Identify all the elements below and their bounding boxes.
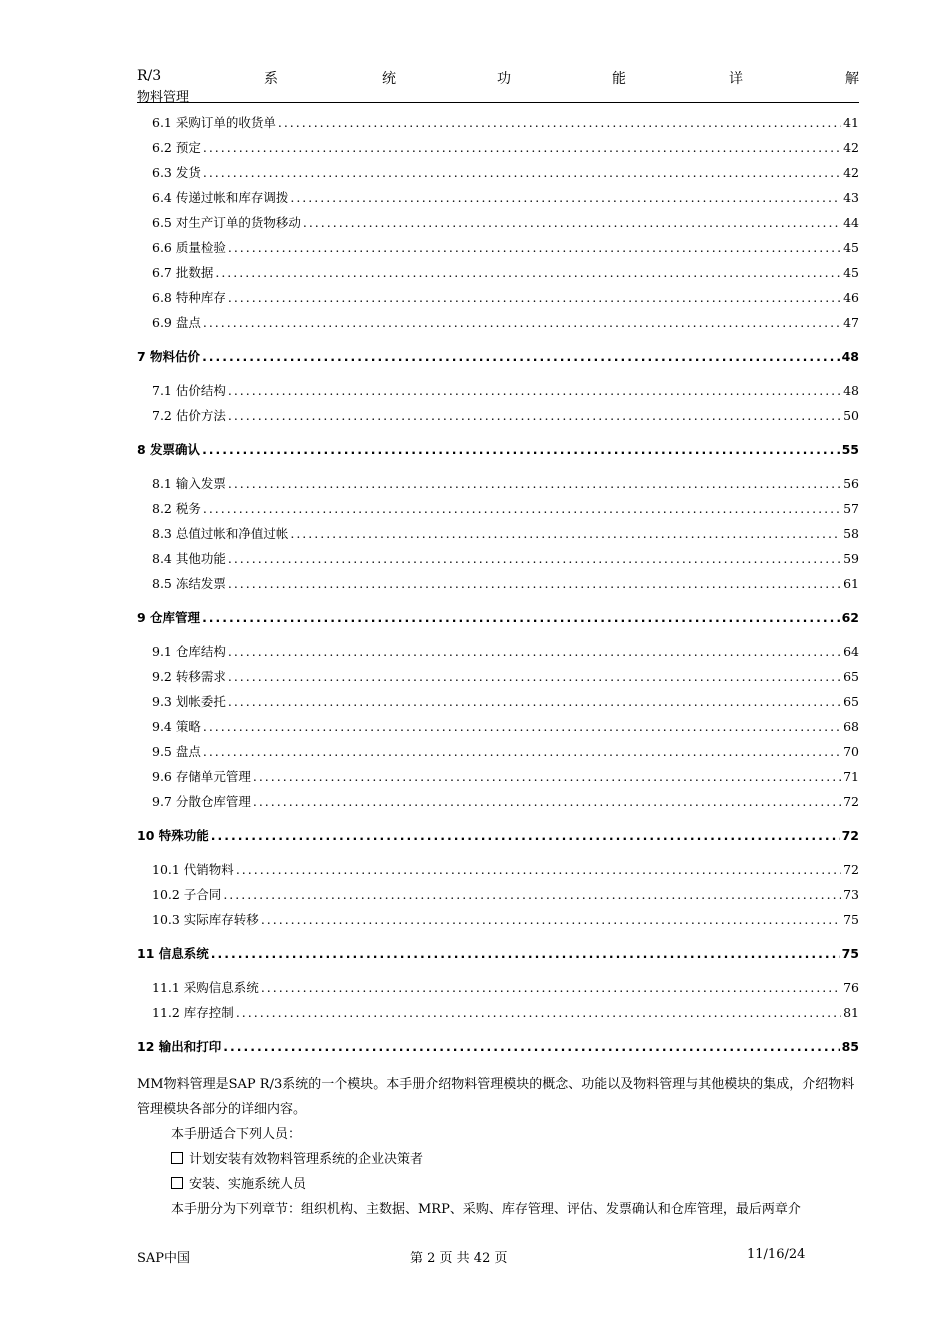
intro-paragraph: MM物料管理是SAP R/3系统的一个模块。本手册介绍物料管理模块的概念、功能以及物料管理与其他模块的集成，介绍物料管理模块各部分的详细内容。 — [137, 1077, 855, 1117]
toc-section-entry[interactable] — [137, 714, 859, 739]
toc-dot-leader — [211, 941, 840, 966]
toc-entry-page: 64 — [843, 644, 859, 659]
toc-section-entry[interactable] — [137, 110, 859, 135]
header-char: 解 — [845, 71, 859, 87]
toc-entry-page: 45 — [843, 240, 859, 255]
footer-company: SAP中国 — [137, 1251, 191, 1266]
toc-section-entry[interactable] — [137, 160, 859, 185]
toc-section-entry[interactable] — [137, 471, 859, 496]
toc-dot-leader — [203, 496, 841, 521]
header-char: 详 — [729, 71, 743, 87]
footer-page-info: 第 2 页 共 42 页 — [410, 1251, 508, 1266]
toc-entry-label: 6.9 盘点 — [152, 315, 201, 330]
toc-entry-label: 9.7 分散仓库管理 — [152, 794, 251, 809]
audience-item-text: 安装、实施系统人员 — [189, 1177, 307, 1192]
toc-entry-label: 9.5 盘点 — [152, 744, 201, 759]
toc-dot-leader — [215, 260, 841, 285]
toc-section-entry[interactable] — [137, 260, 859, 285]
toc-entry-page: 48 — [841, 349, 859, 364]
toc-entry-label: 9 仓库管理 — [137, 610, 201, 625]
toc-entry-label: 7.1 估价结构 — [152, 383, 226, 398]
toc-chapter-entry[interactable] — [137, 437, 859, 462]
toc-entry-label: 9.3 划帐委托 — [152, 694, 226, 709]
toc-entry-page: 73 — [843, 887, 859, 902]
toc-chapter-entry[interactable] — [137, 344, 859, 369]
toc-dot-leader — [228, 664, 841, 689]
toc-entry-label: 6.4 传递过帐和库存调拨 — [152, 190, 289, 205]
toc-dot-leader — [228, 285, 841, 310]
toc-dot-leader — [228, 571, 841, 596]
toc-dot-leader — [211, 823, 840, 848]
audience-heading: 本手册适合下列人员： — [171, 1127, 302, 1142]
toc-entry-page: 55 — [841, 442, 859, 457]
toc-entry-label: 6.6 质量检验 — [152, 240, 226, 255]
toc-entry-page: 42 — [843, 165, 859, 180]
toc-entry-page: 72 — [843, 794, 859, 809]
toc-entry-page: 44 — [843, 215, 859, 230]
header-char: 统 — [382, 71, 396, 87]
toc-chapter-entry[interactable] — [137, 605, 859, 630]
toc-entry-page: 41 — [843, 115, 859, 130]
toc-entry-label: 9.4 策略 — [152, 719, 201, 734]
toc-entry-label: 9.2 转移需求 — [152, 669, 226, 684]
toc-dot-leader — [228, 235, 841, 260]
toc-section-entry[interactable] — [137, 739, 859, 764]
toc-chapter-entry[interactable] — [137, 941, 859, 966]
audience-item-text: 计划安装有效物料管理系统的企业决策者 — [189, 1152, 424, 1167]
table-of-contents — [137, 110, 859, 1068]
chapters-paragraph: 本手册分为下列章节：组织机构、主数据、MRP、采购、库存管理、评估、发票确认和仓库管理，最后两章介 — [171, 1202, 801, 1217]
header-char: 系 — [264, 71, 278, 87]
toc-entry-page: 50 — [843, 408, 859, 423]
toc-dot-leader — [228, 546, 841, 571]
toc-entry-page: 85 — [841, 1039, 859, 1054]
toc-entry-label: 10.2 子合同 — [152, 887, 222, 902]
toc-section-entry[interactable] — [137, 789, 859, 814]
toc-entry-page: 68 — [843, 719, 859, 734]
toc-entry-label: 8.1 输入发票 — [152, 476, 226, 491]
footer-date: 11/16/24 — [747, 1247, 806, 1262]
toc-entry-label: 6.5 对生产订单的货物移动 — [152, 215, 301, 230]
toc-dot-leader — [261, 907, 841, 932]
toc-dot-leader — [203, 714, 841, 739]
toc-entry-label: 9.6 存储单元管理 — [152, 769, 251, 784]
toc-entry-label: 8.2 税务 — [152, 501, 201, 516]
toc-section-entry[interactable] — [137, 975, 859, 1000]
toc-dot-leader — [290, 521, 841, 546]
toc-dot-leader — [253, 764, 841, 789]
toc-entry-label: 10 特殊功能 — [137, 828, 209, 843]
toc-section-entry[interactable] — [137, 185, 859, 210]
toc-section-entry[interactable] — [137, 689, 859, 714]
toc-entry-page: 57 — [843, 501, 859, 516]
toc-entry-label: 11.1 采购信息系统 — [152, 980, 259, 995]
body-text — [137, 1072, 859, 1222]
toc-entry-page: 58 — [843, 526, 859, 541]
toc-dot-leader — [228, 689, 841, 714]
toc-section-entry[interactable] — [137, 882, 859, 907]
toc-section-entry[interactable] — [137, 235, 859, 260]
toc-entry-label: 6.1 采购订单的收货单 — [152, 115, 276, 130]
toc-entry-page: 71 — [843, 769, 859, 784]
toc-chapter-entry[interactable] — [137, 823, 859, 848]
toc-section-entry[interactable] — [137, 764, 859, 789]
header-subtitle: 物料管理 — [137, 90, 190, 105]
toc-entry-page: 56 — [843, 476, 859, 491]
toc-section-entry[interactable] — [137, 285, 859, 310]
toc-section-entry[interactable] — [137, 135, 859, 160]
toc-entry-page: 61 — [843, 576, 859, 591]
toc-dot-leader — [202, 605, 840, 630]
toc-entry-page: 46 — [843, 290, 859, 305]
toc-dot-leader — [278, 110, 841, 135]
toc-dot-leader — [303, 210, 841, 235]
toc-entry-page: 62 — [841, 610, 859, 625]
toc-section-entry[interactable] — [137, 664, 859, 689]
header-title — [137, 68, 859, 86]
toc-entry-page: 45 — [843, 265, 859, 280]
toc-entry-page: 75 — [843, 912, 859, 927]
toc-dot-leader — [236, 1000, 841, 1025]
toc-entry-page: 81 — [843, 1005, 859, 1020]
toc-section-entry[interactable] — [137, 521, 859, 546]
checkbox-icon — [171, 1152, 183, 1164]
toc-entry-label: 11 信息系统 — [137, 946, 209, 961]
toc-entry-label: 11.2 库存控制 — [152, 1005, 234, 1020]
toc-entry-page: 72 — [841, 828, 859, 843]
toc-dot-leader — [203, 310, 841, 335]
toc-dot-leader — [202, 437, 840, 462]
toc-entry-label: 8 发票确认 — [137, 442, 201, 457]
toc-dot-leader — [203, 135, 841, 160]
toc-entry-label: 6.8 特种库存 — [152, 290, 226, 305]
toc-entry-label: 12 输出和打印 — [137, 1039, 222, 1054]
toc-section-entry[interactable] — [137, 378, 859, 403]
toc-dot-leader — [223, 882, 841, 907]
checkbox-icon — [171, 1177, 183, 1189]
toc-entry-label: 8.3 总值过帐和净值过帐 — [152, 526, 289, 541]
toc-dot-leader — [202, 344, 840, 369]
toc-entry-label: 8.4 其他功能 — [152, 551, 226, 566]
toc-section-entry[interactable] — [137, 907, 859, 932]
audience-item — [137, 1172, 859, 1197]
toc-section-entry[interactable] — [137, 1000, 859, 1025]
header-char: 功 — [497, 71, 511, 87]
toc-entry-page: 76 — [843, 980, 859, 995]
toc-entry-page: 65 — [843, 694, 859, 709]
toc-section-entry[interactable] — [137, 546, 859, 571]
toc-dot-leader — [228, 403, 841, 428]
toc-dot-leader — [228, 378, 841, 403]
toc-entry-page: 70 — [843, 744, 859, 759]
toc-entry-label: 9.1 仓库结构 — [152, 644, 226, 659]
toc-entry-label: 10.1 代销物料 — [152, 862, 234, 877]
toc-dot-leader — [236, 857, 841, 882]
toc-dot-leader — [203, 739, 841, 764]
toc-dot-leader — [228, 471, 841, 496]
toc-dot-leader — [228, 639, 841, 664]
toc-entry-page: 59 — [843, 551, 859, 566]
toc-entry-label: 6.3 发货 — [152, 165, 201, 180]
toc-entry-label: 8.5 冻结发票 — [152, 576, 226, 591]
toc-entry-label: 7.2 估价方法 — [152, 408, 226, 423]
toc-entry-page: 65 — [843, 669, 859, 684]
toc-section-entry[interactable] — [137, 210, 859, 235]
header-char: 能 — [612, 71, 626, 87]
toc-section-entry[interactable] — [137, 639, 859, 664]
toc-dot-leader — [203, 160, 841, 185]
toc-entry-page: 72 — [843, 862, 859, 877]
toc-entry-page: 47 — [843, 315, 859, 330]
audience-item — [137, 1147, 859, 1172]
toc-entry-label: 6.7 批数据 — [152, 265, 214, 280]
toc-entry-label: 10.3 实际库存转移 — [152, 912, 259, 927]
toc-entry-label: 7 物料估价 — [137, 349, 201, 364]
toc-section-entry[interactable] — [137, 857, 859, 882]
toc-entry-page: 75 — [841, 946, 859, 961]
toc-entry-page: 48 — [843, 383, 859, 398]
toc-entry-label: 6.2 预定 — [152, 140, 201, 155]
toc-entry-page: 43 — [843, 190, 859, 205]
toc-section-entry[interactable] — [137, 571, 859, 596]
toc-section-entry[interactable] — [137, 310, 859, 335]
toc-chapter-entry[interactable] — [137, 1034, 859, 1059]
toc-dot-leader — [223, 1034, 839, 1059]
toc-dot-leader — [253, 789, 841, 814]
header-divider — [137, 102, 859, 103]
header-char: R/3 — [137, 68, 162, 84]
toc-section-entry[interactable] — [137, 403, 859, 428]
toc-section-entry[interactable] — [137, 496, 859, 521]
toc-dot-leader — [290, 185, 841, 210]
toc-dot-leader — [261, 975, 841, 1000]
toc-entry-page: 42 — [843, 140, 859, 155]
